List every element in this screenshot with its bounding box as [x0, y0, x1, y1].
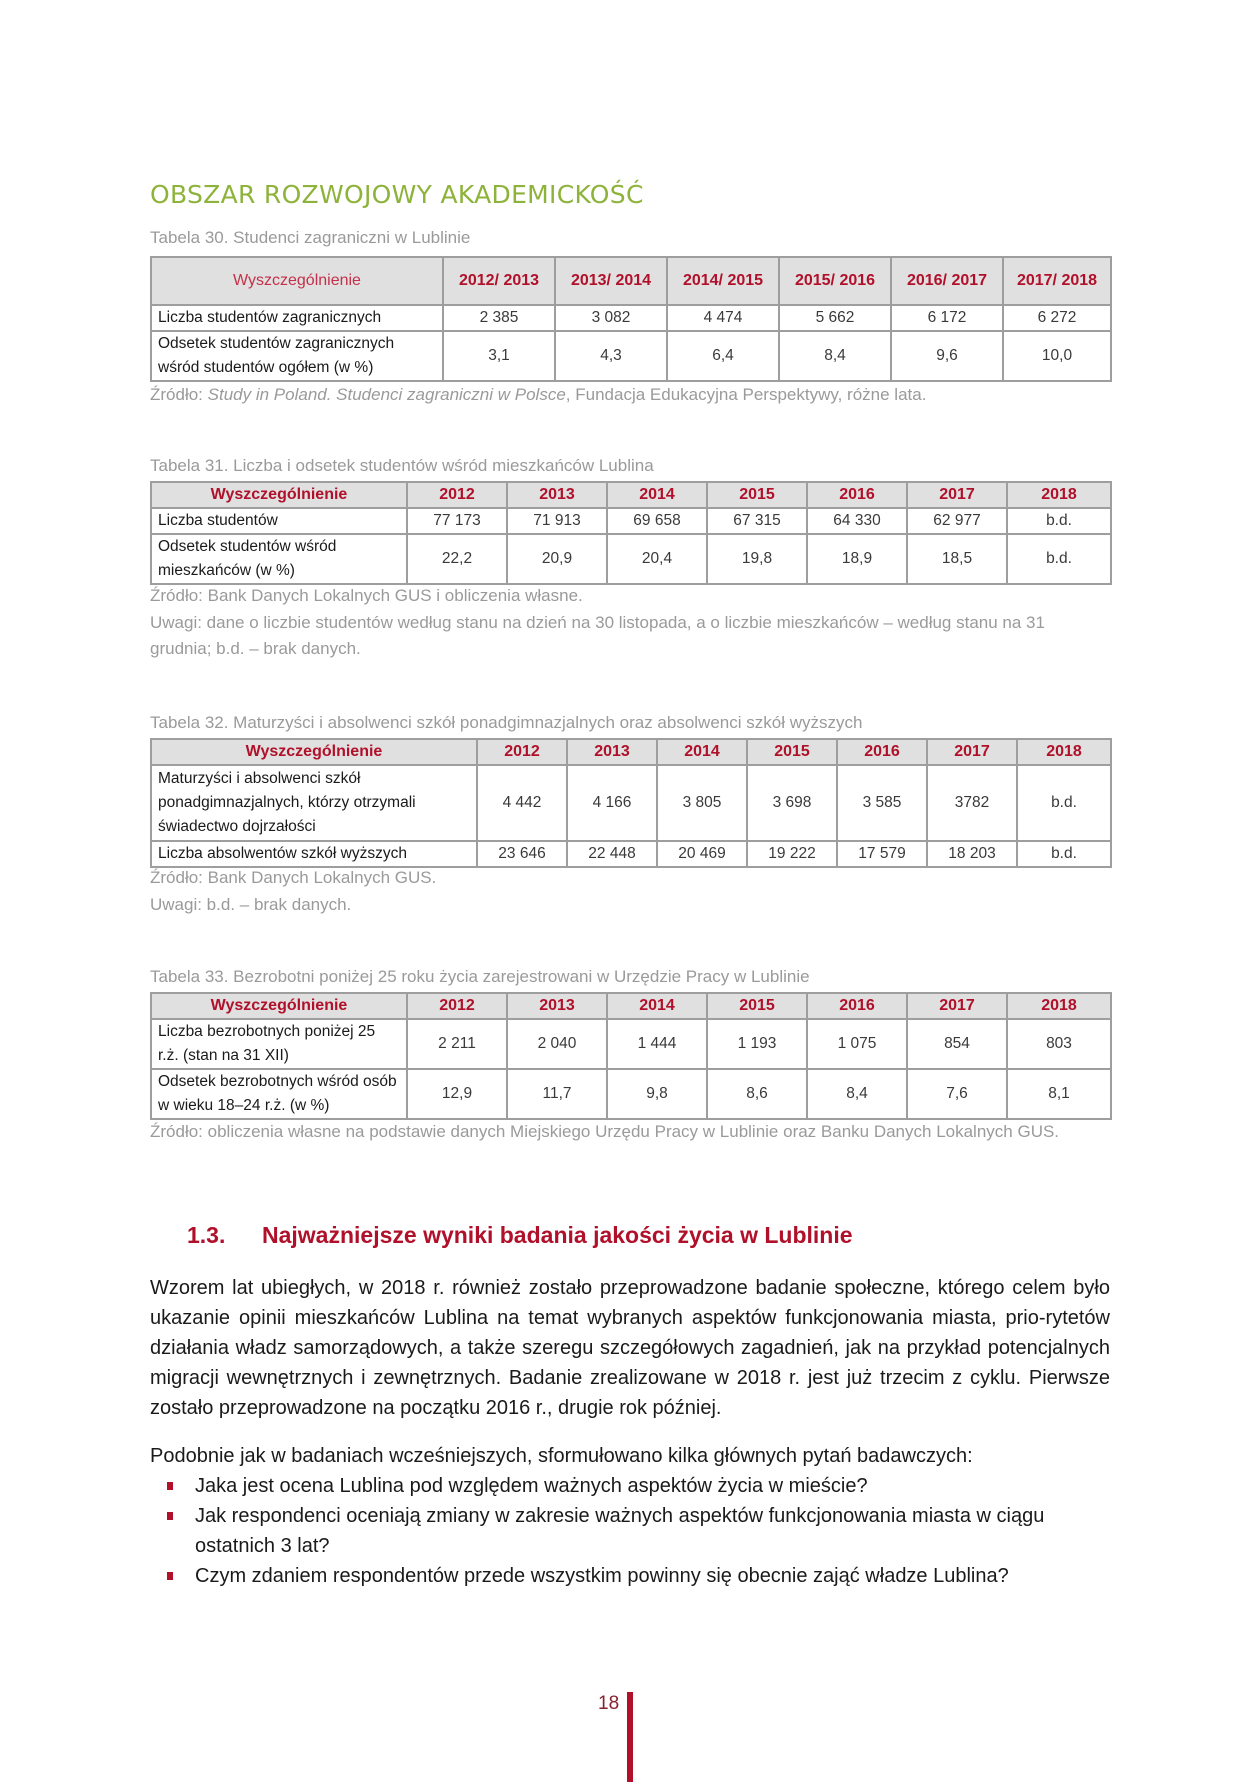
cell: 18,5 — [907, 534, 1007, 584]
row-label: Liczba studentów — [151, 508, 407, 534]
header-cell: 2017 — [927, 739, 1017, 765]
table-row — [151, 305, 1111, 331]
cell: 17 579 — [837, 841, 927, 867]
table-32-source: Źródło: Bank Danych Lokalnych GUS. — [150, 868, 437, 887]
header-cell: 2014 — [607, 482, 707, 508]
list-item — [150, 1561, 1110, 1591]
list-item — [150, 1471, 1110, 1501]
list-item-text: Jaka jest ocena Lublina pod względem ważnych aspektów życia w mieście? — [195, 1475, 868, 1497]
table-31 — [150, 481, 1112, 585]
table-header-row — [151, 482, 1111, 508]
cell: b.d. — [1017, 765, 1111, 841]
header-cell: 2013 — [567, 739, 657, 765]
table-30 — [150, 256, 1112, 382]
bullet-square-icon — [167, 1512, 173, 1520]
bullet-square-icon — [167, 1572, 173, 1580]
cell: 8,6 — [707, 1069, 807, 1119]
cell: 23 646 — [477, 841, 567, 867]
cell: 3 698 — [747, 765, 837, 841]
table-header-row — [151, 257, 1111, 305]
table-row — [151, 508, 1111, 534]
cell: 2 211 — [407, 1019, 507, 1069]
header-cell: 2014 — [607, 993, 707, 1019]
cell: 3 585 — [837, 765, 927, 841]
cell: 71 913 — [507, 508, 607, 534]
cell: 62 977 — [907, 508, 1007, 534]
header-cell: Wyszczególnienie — [151, 482, 407, 508]
cell: 18 203 — [927, 841, 1017, 867]
table-30-source — [150, 382, 1110, 408]
cell: 2 040 — [507, 1019, 607, 1069]
section-heading — [187, 1222, 853, 1249]
header-cell: 2013/ 2014 — [555, 257, 667, 305]
list-item — [150, 1501, 1110, 1561]
row-label: Liczba studentów zagranicznych — [151, 305, 443, 331]
cell: 20 469 — [657, 841, 747, 867]
cell: 10,0 — [1003, 331, 1111, 381]
table-row — [151, 1019, 1111, 1069]
cell: 11,7 — [507, 1069, 607, 1119]
cell: 3 082 — [555, 305, 667, 331]
table-32-remarks: Uwagi: b.d. – brak danych. — [150, 895, 352, 914]
source-suffix: , Fundacja Edukacyjna Perspektywy, różne lata. — [565, 385, 927, 404]
cell: 2 385 — [443, 305, 555, 331]
research-questions-list — [150, 1471, 1110, 1591]
cell: 12,9 — [407, 1069, 507, 1119]
cell: 22 448 — [567, 841, 657, 867]
header-cell: 2016/ 2017 — [891, 257, 1003, 305]
cell: 8,4 — [807, 1069, 907, 1119]
cell: 5 662 — [779, 305, 891, 331]
cell: 64 330 — [807, 508, 907, 534]
row-label: Liczba bezrobotnych poniżej 25 r.ż. (stan na 31 XII) — [151, 1019, 407, 1069]
cell: 4 442 — [477, 765, 567, 841]
cell: 19,8 — [707, 534, 807, 584]
cell: 9,8 — [607, 1069, 707, 1119]
header-cell: 2018 — [1017, 739, 1111, 765]
header-cell: Wyszczególnienie — [151, 993, 407, 1019]
source-title: Study in Poland. Studenci zagraniczni w Polsce — [207, 385, 566, 404]
header-cell: 2016 — [837, 739, 927, 765]
row-label: Odsetek studentów wśród mieszkańców (w %) — [151, 534, 407, 584]
cell: 854 — [907, 1019, 1007, 1069]
header-cell: Wyszczególnienie — [151, 257, 443, 305]
cell: 67 315 — [707, 508, 807, 534]
header-cell: 2015 — [707, 482, 807, 508]
cell: 6 272 — [1003, 305, 1111, 331]
cell: 3782 — [927, 765, 1017, 841]
cell: b.d. — [1007, 534, 1111, 584]
header-cell: 2015/ 2016 — [779, 257, 891, 305]
table-31-source: Źródło: Bank Danych Lokalnych GUS i obliczenia własne. — [150, 586, 583, 605]
cell: 3,1 — [443, 331, 555, 381]
cell: 20,4 — [607, 534, 707, 584]
row-label: Odsetek bezrobotnych wśród osób w wieku 18–24 r.ż. (w %) — [151, 1069, 407, 1119]
table-32-caption: Tabela 32. Maturzyści i absolwenci szkół ponadgimnazjalnych oraz absolwenci szkół wyższych — [150, 713, 863, 732]
cell: 18,9 — [807, 534, 907, 584]
cell: 1 444 — [607, 1019, 707, 1069]
cell: 1 193 — [707, 1019, 807, 1069]
header-cell: 2016 — [807, 482, 907, 508]
cell: 7,6 — [907, 1069, 1007, 1119]
cell: 19 222 — [747, 841, 837, 867]
header-cell: 2012 — [407, 482, 507, 508]
header-cell: 2012/ 2013 — [443, 257, 555, 305]
row-label: Odsetek studentów zagranicznych wśród studentów ogółem (w %) — [151, 331, 443, 381]
cell: 8,1 — [1007, 1069, 1111, 1119]
cell: 69 658 — [607, 508, 707, 534]
list-item-text: Czym zdaniem respondentów przede wszystkim powinny się obecnie zająć władze Lublina? — [195, 1565, 1009, 1587]
section-title: OBSZAR ROZWOJOWY AKADEMICKOŚĆ — [150, 180, 644, 209]
header-cell: Wyszczególnienie — [151, 739, 477, 765]
table-31-caption: Tabela 31. Liczba i odsetek studentów wśród mieszkańców Lublina — [150, 456, 654, 475]
table-row — [151, 841, 1111, 867]
body-paragraph: Podobnie jak w badaniach wcześniejszych, sformułowano kilka głównych pytań badawczych: — [150, 1445, 973, 1467]
source-prefix: Źródło: — [150, 385, 208, 404]
header-cell: 2017 — [907, 482, 1007, 508]
table-33-source: Źródło: obliczenia własne na podstawie danych Miejskiego Urzędu Pracy w Lublinie oraz Banku Danych Lokalnych GUS. — [150, 1122, 1060, 1141]
header-cell: 2014/ 2015 — [667, 257, 779, 305]
header-cell: 2017 — [907, 993, 1007, 1019]
cell: 4,3 — [555, 331, 667, 381]
header-cell: 2014 — [657, 739, 747, 765]
table-row — [151, 534, 1111, 584]
table-33-caption: Tabela 33. Bezrobotni poniżej 25 roku życia zarejestrowani w Urzędzie Pracy w Lublinie — [150, 967, 810, 986]
cell: 1 075 — [807, 1019, 907, 1069]
cell: 77 173 — [407, 508, 507, 534]
cell: 803 — [1007, 1019, 1111, 1069]
header-cell: 2015 — [707, 993, 807, 1019]
cell: b.d. — [1017, 841, 1111, 867]
page-number: 18 — [598, 1693, 620, 1714]
cell: 6 172 — [891, 305, 1003, 331]
section-number: 1.3. — [187, 1222, 226, 1248]
header-cell: 2017/ 2018 — [1003, 257, 1111, 305]
row-label: Liczba absolwentów szkół wyższych — [151, 841, 477, 867]
bullet-square-icon — [167, 1482, 173, 1490]
table-32 — [150, 738, 1112, 868]
header-cell: 2013 — [507, 482, 607, 508]
cell: 4 474 — [667, 305, 779, 331]
header-cell: 2016 — [807, 993, 907, 1019]
page-number-bar — [627, 1692, 633, 1782]
cell: 22,2 — [407, 534, 507, 584]
table-row — [151, 331, 1111, 381]
table-row — [151, 1069, 1111, 1119]
header-cell: 2018 — [1007, 482, 1111, 508]
cell: 3 805 — [657, 765, 747, 841]
list-item-text: Jak respondenci oceniają zmiany w zakresie ważnych aspektów funkcjonowania miasta w ciągu ostatnich 3 lat? — [195, 1505, 1045, 1557]
cell: b.d. — [1007, 508, 1111, 534]
cell: 6,4 — [667, 331, 779, 381]
row-label: Maturzyści i absolwenci szkół ponadgimnazjalnych, którzy otrzymali świadectwo dojrzałości — [151, 765, 477, 841]
header-cell: 2013 — [507, 993, 607, 1019]
table-33 — [150, 992, 1112, 1120]
cell: 9,6 — [891, 331, 1003, 381]
section-heading-title: Najważniejsze wyniki badania jakości życia w Lublinie — [262, 1222, 853, 1248]
header-cell: 2018 — [1007, 993, 1111, 1019]
table-row — [151, 765, 1111, 841]
table-header-row — [151, 993, 1111, 1019]
table-header-row — [151, 739, 1111, 765]
table-31-remarks: Uwagi: dane o liczbie studentów według stanu na dzień na 30 listopada, a o liczbie mieszkańców – według stanu na 31 grudnia; b.d. – brak danych. — [150, 613, 1045, 658]
cell: 8,4 — [779, 331, 891, 381]
header-cell: 2012 — [407, 993, 507, 1019]
cell: 4 166 — [567, 765, 657, 841]
cell: 20,9 — [507, 534, 607, 584]
header-cell: 2012 — [477, 739, 567, 765]
body-paragraph: Wzorem lat ubiegłych, w 2018 r. również zostało przeprowadzone badanie społeczne, którego celem było ukazanie opinii mieszkańców Lublina na temat wybranych aspektów funkcjonowania miasta, prio-rytetów działania władz samorządowych, a także szeregu szczegółowych zagadnień, jak na przykład potencjalnych migracji wewnętrznych i zewnętrznych. Badanie zrealizowane w 2018 r. jest już trzecim z cyklu. Pierwsze zostało przeprowadzone na początku 2016 r., drugie rok później. — [150, 1277, 1110, 1419]
header-cell: 2015 — [747, 739, 837, 765]
table-30-caption: Tabela 30. Studenci zagraniczni w Lublinie — [150, 228, 471, 247]
